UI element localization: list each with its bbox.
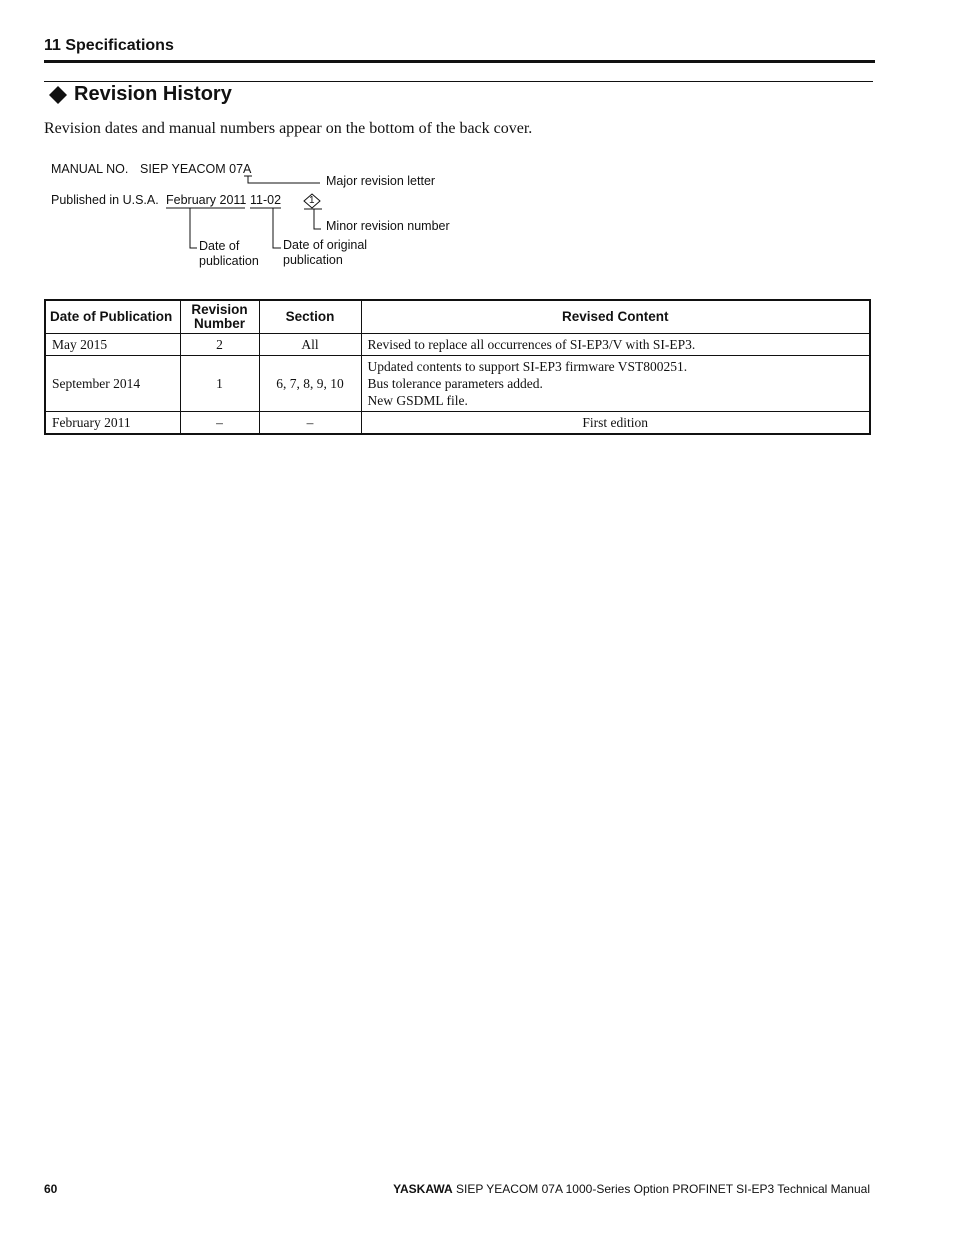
table-row [45, 356, 870, 412]
footer-title-text: SIEP YEACOM 07A 1000-Series Option PROFINET SI-EP3 Technical Manual [452, 1182, 870, 1196]
date-of-original-publication-label: Date of original publication [283, 238, 368, 267]
section-heading [48, 83, 232, 106]
minor-revision-symbol: 1 [309, 195, 315, 206]
chapter-header: 11 Specifications [44, 37, 174, 54]
minor-revision-label: Minor revision number [326, 219, 450, 233]
cell-revision: – [180, 412, 259, 435]
published-label: Published in U.S.A. [51, 193, 159, 207]
major-revision-label: Major revision letter [326, 174, 436, 188]
footer-brand: YASKAWA [393, 1182, 453, 1196]
cell-date: May 2015 [45, 334, 180, 356]
manual-no-value: SIEP YEACOM 07A [140, 162, 252, 176]
header-revision: Revision Number [180, 300, 259, 334]
cell-content: Updated contents to support SI-EP3 firmware VST800251. Bus tolerance parameters added. New GSDML file. [361, 356, 870, 412]
table-header-row [45, 300, 870, 334]
intro-text: Revision dates and manual numbers appear on the bottom of the back cover. [44, 120, 533, 137]
cell-date: February 2011 [45, 412, 180, 435]
header-date: Date of Publication [45, 300, 180, 334]
cell-section: All [259, 334, 361, 356]
cell-section: 6, 7, 8, 9, 10 [259, 356, 361, 412]
cell-revision: 1 [180, 356, 259, 412]
revision-history-table [44, 299, 871, 435]
cell-content: Revised to replace all occurrences of SI-EP3/V with SI-EP3. [361, 334, 870, 356]
table-row [45, 334, 870, 356]
manual-no-label: MANUAL NO. [51, 162, 129, 176]
section-title: Revision History [74, 83, 232, 105]
header-rule [44, 60, 875, 63]
header-content: Revised Content [361, 300, 870, 334]
cell-date: September 2014 [45, 356, 180, 412]
diamond-bullet-icon [48, 85, 68, 105]
published-code: 11-02 [250, 193, 282, 207]
cell-revision: 2 [180, 334, 259, 356]
published-date: February 2011 [166, 193, 247, 207]
section-rule [44, 81, 873, 82]
cell-section: – [259, 412, 361, 435]
cell-content: First edition [361, 412, 870, 435]
table-row [45, 412, 870, 435]
page-number: 60 [44, 1182, 58, 1196]
header-section: Section [259, 300, 361, 334]
date-of-publication-label: Date of publication [199, 239, 259, 268]
footer-manual-title [393, 1182, 870, 1196]
